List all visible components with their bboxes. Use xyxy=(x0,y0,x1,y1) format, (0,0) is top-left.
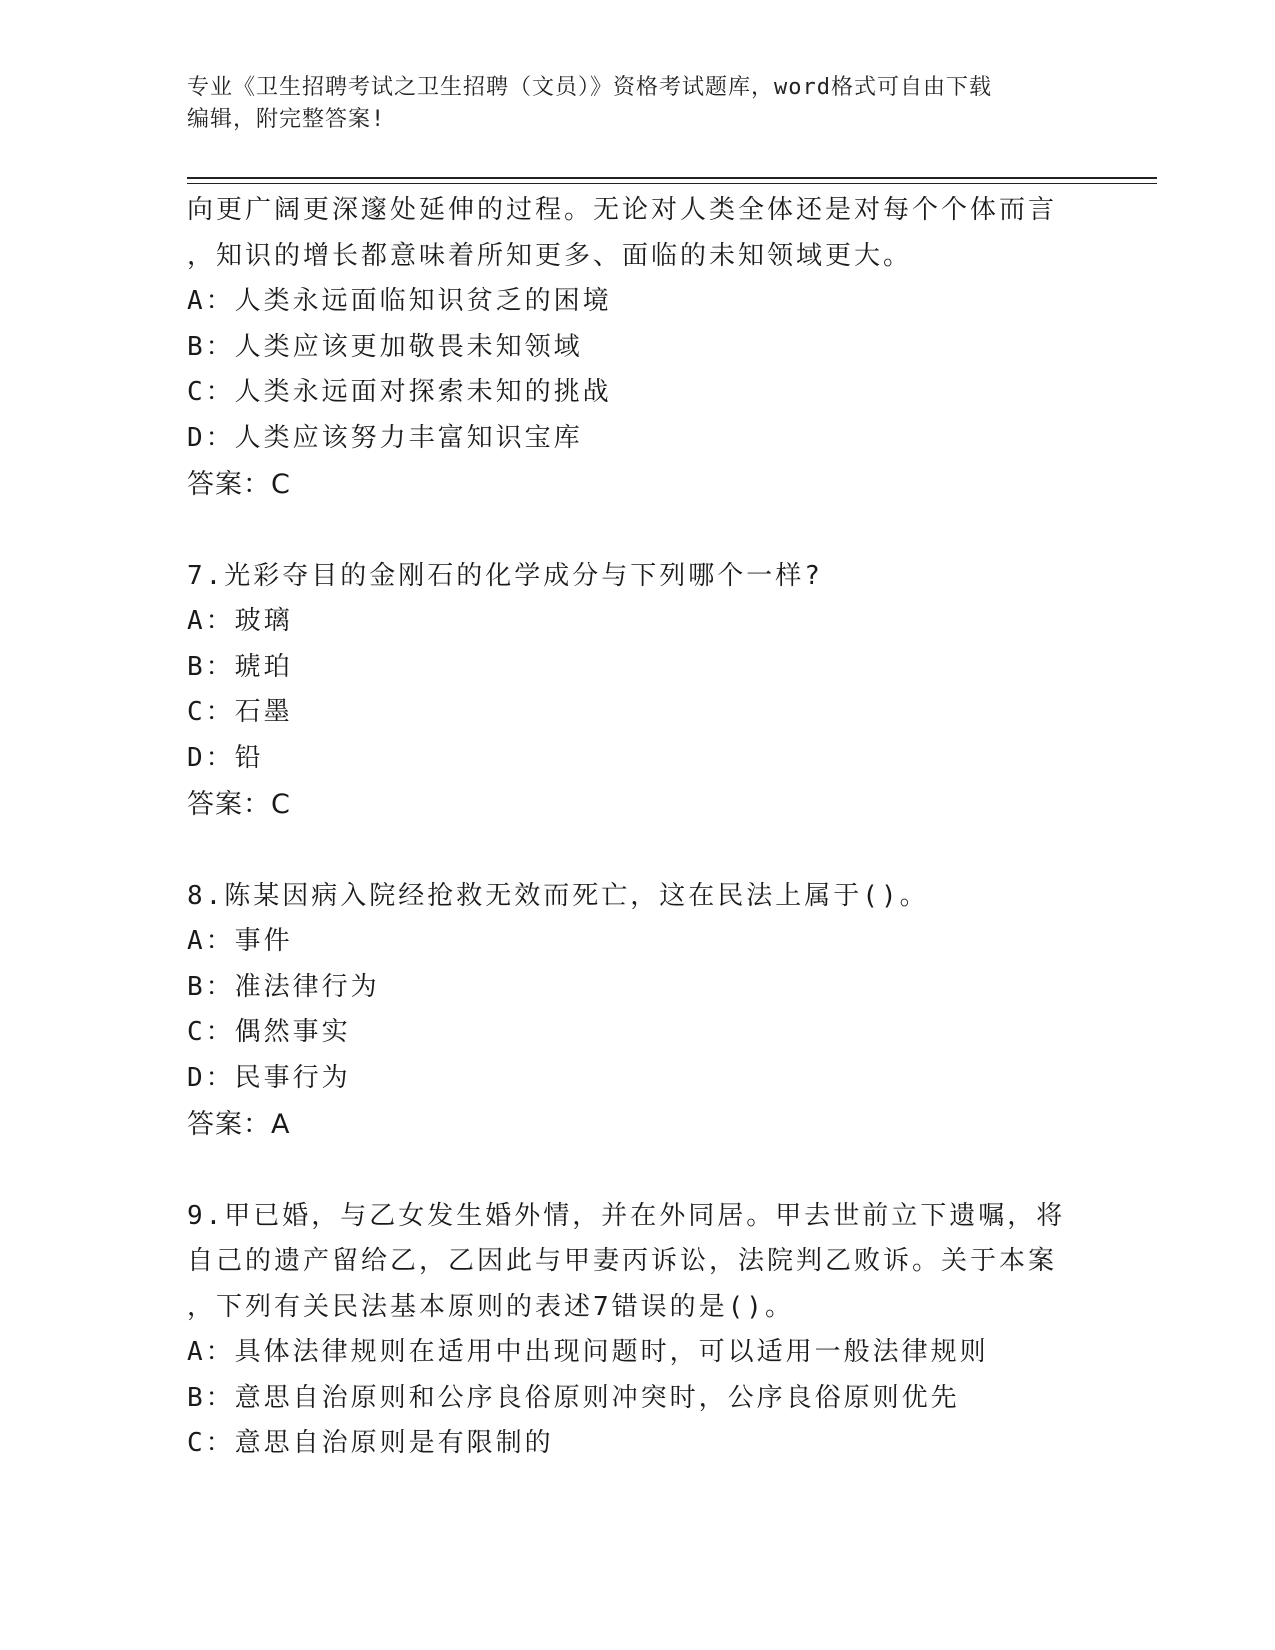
answer-line: 答案：C xyxy=(187,788,291,820)
option-c: C：石墨 xyxy=(187,697,293,728)
question-8 xyxy=(187,874,1087,1148)
option-b: B：琥珀 xyxy=(187,651,293,682)
spacer xyxy=(187,1148,1087,1194)
option-a: A：玻璃 xyxy=(187,606,293,637)
header-line-2: 编辑，附完整答案! xyxy=(187,107,386,132)
option-d: D：人类应该努力丰富知识宝库 xyxy=(187,422,583,453)
question-stem-line: 8.陈某因病入院经抢救无效而死亡，这在民法上属于()。 xyxy=(187,880,929,911)
option-c: C：偶然事实 xyxy=(187,1017,351,1048)
option-b: B：准法律行为 xyxy=(187,971,380,1002)
document-header xyxy=(187,72,1067,136)
question-6 xyxy=(187,188,1087,508)
option-c: C：意思自治原则是有限制的 xyxy=(187,1428,554,1459)
option-a: A：事件 xyxy=(187,926,293,957)
option-b: B：意思自治原则和公序良俗原则冲突时，公序良俗原则优先 xyxy=(187,1382,960,1413)
option-c: C：人类永远面对探索未知的挑战 xyxy=(187,377,612,408)
question-7 xyxy=(187,554,1087,828)
spacer xyxy=(187,828,1087,874)
question-stem-line: ，下列有关民法基本原则的表述7错误的是()。 xyxy=(187,1291,794,1322)
question-stem-line: 自己的遗产留给乙，乙因此与甲妻丙诉讼，法院判乙败诉。关于本案 xyxy=(187,1246,1058,1277)
option-d: D：民事行为 xyxy=(187,1062,351,1093)
answer-line: 答案：A xyxy=(187,1108,291,1140)
header-line-1: 专业《卫生招聘考试之卫生招聘（文员）》资格考试题库，word格式可自由下载 xyxy=(187,75,992,100)
option-d: D：铅 xyxy=(187,742,264,773)
question-stem-line: 向更广阔更深邃处延伸的过程。无论对人类全体还是对每个个体而言 xyxy=(187,195,1058,225)
header-rule-thick xyxy=(187,177,1157,179)
question-content xyxy=(187,188,1087,1467)
answer-line: 答案：C xyxy=(187,468,291,500)
question-stem-line: 7.光彩夺目的金刚石的化学成分与下列哪个一样? xyxy=(187,560,823,591)
question-stem-line: 9.甲已婚，与乙女发生婚外情，并在外同居。甲去世前立下遗嘱，将 xyxy=(187,1200,1066,1231)
option-a: A：人类永远面临知识贫乏的困境 xyxy=(187,286,612,317)
question-stem-line: ，知识的增长都意味着所知更多、面临的未知领域更大。 xyxy=(187,240,913,271)
option-a: A：具体法律规则在适用中出现问题时，可以适用一般法律规则 xyxy=(187,1337,989,1368)
option-b: B：人类应该更加敬畏未知领域 xyxy=(187,331,583,362)
spacer xyxy=(187,508,1087,554)
header-rule-thin xyxy=(187,183,1157,184)
question-9 xyxy=(187,1194,1087,1468)
